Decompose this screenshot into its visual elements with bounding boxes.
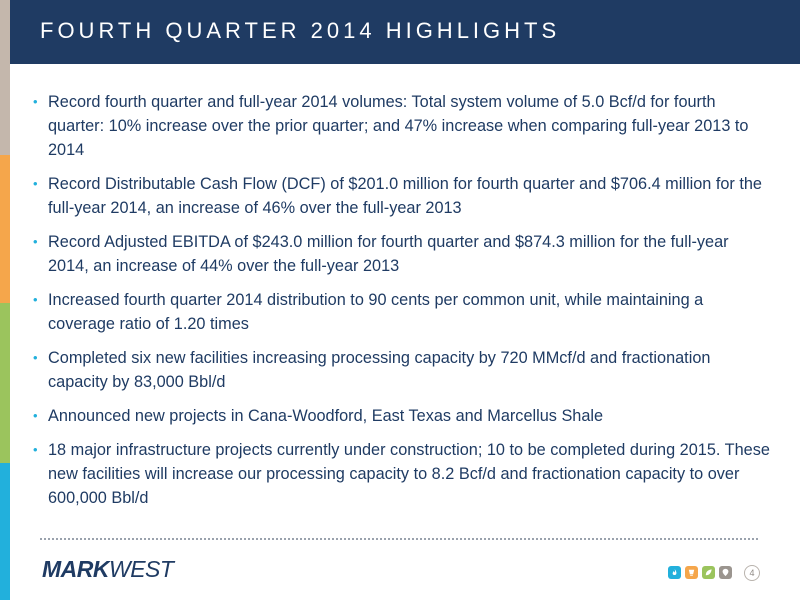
bullet-icon: •: [33, 94, 38, 109]
logo-west-text: WEST: [109, 556, 174, 582]
side-band-orange: [0, 155, 10, 303]
flame-icon: [668, 566, 681, 579]
bullet-text: Announced new projects in Cana-Woodford, East Texas and Marcellus Shale: [48, 407, 604, 425]
bullet-text: 18 major infrastructure projects currently under construction; 10 to be completed during 2015. These new facilities will increase our processing capacity to 8.2 Bcf/d and fractionation capacity to over 600,000 Bbl/d: [48, 441, 770, 507]
bullet-icon: •: [33, 350, 38, 365]
bullet-icon: •: [33, 234, 38, 249]
bullet-icon: •: [33, 292, 38, 307]
bullet-item: [30, 230, 770, 278]
bullet-item: [30, 288, 770, 336]
bullet-item: [30, 90, 770, 162]
bullet-text: Record Adjusted EBITDA of $243.0 million for fourth quarter and $874.3 million for the full-year 2014, an increase of 44% over the full-year 2013: [48, 233, 729, 275]
side-band-taupe: [0, 0, 10, 155]
title-bar: [10, 0, 800, 64]
footer-icons: [668, 566, 732, 579]
bullet-item: [30, 346, 770, 394]
bullet-text: Increased fourth quarter 2014 distribution to 90 cents per common unit, while maintaining a coverage ratio of 1.20 times: [48, 291, 704, 333]
pin-icon: [719, 566, 732, 579]
cup-icon: [685, 566, 698, 579]
page-number: 4: [744, 565, 760, 581]
bullet-icon: •: [33, 442, 38, 457]
bullet-item: [30, 438, 770, 510]
bullet-icon: •: [33, 408, 38, 423]
side-band-green: [0, 303, 10, 463]
bullet-item: [30, 172, 770, 220]
bullet-text: Completed six new facilities increasing processing capacity by 720 MMcf/d and fractionation capacity by 83,000 Bbl/d: [48, 349, 711, 391]
leaf-icon: [702, 566, 715, 579]
logo-mark-text: MARK: [42, 556, 109, 582]
bullet-item: [30, 404, 770, 428]
bullet-text: Record Distributable Cash Flow (DCF) of $201.0 million for fourth quarter and $706.4 million for the full-year 2014, an increase of 46% over the full-year 2013: [48, 175, 762, 217]
footer-divider: [40, 538, 758, 540]
bullet-icon: •: [33, 176, 38, 191]
slide-title: FOURTH QUARTER 2014 HIGHLIGHTS: [40, 18, 561, 43]
bullet-text: Record fourth quarter and full-year 2014 volumes: Total system volume of 5.0 Bcf/d for fourth quarter: 10% increase over the prior quarter; and 47% increase when comparing full-year 2013 to 2014: [48, 93, 749, 159]
slide-content: [30, 90, 770, 520]
markwest-logo: [42, 556, 173, 583]
highlights-list: [30, 90, 770, 510]
side-band-blue: [0, 463, 10, 600]
